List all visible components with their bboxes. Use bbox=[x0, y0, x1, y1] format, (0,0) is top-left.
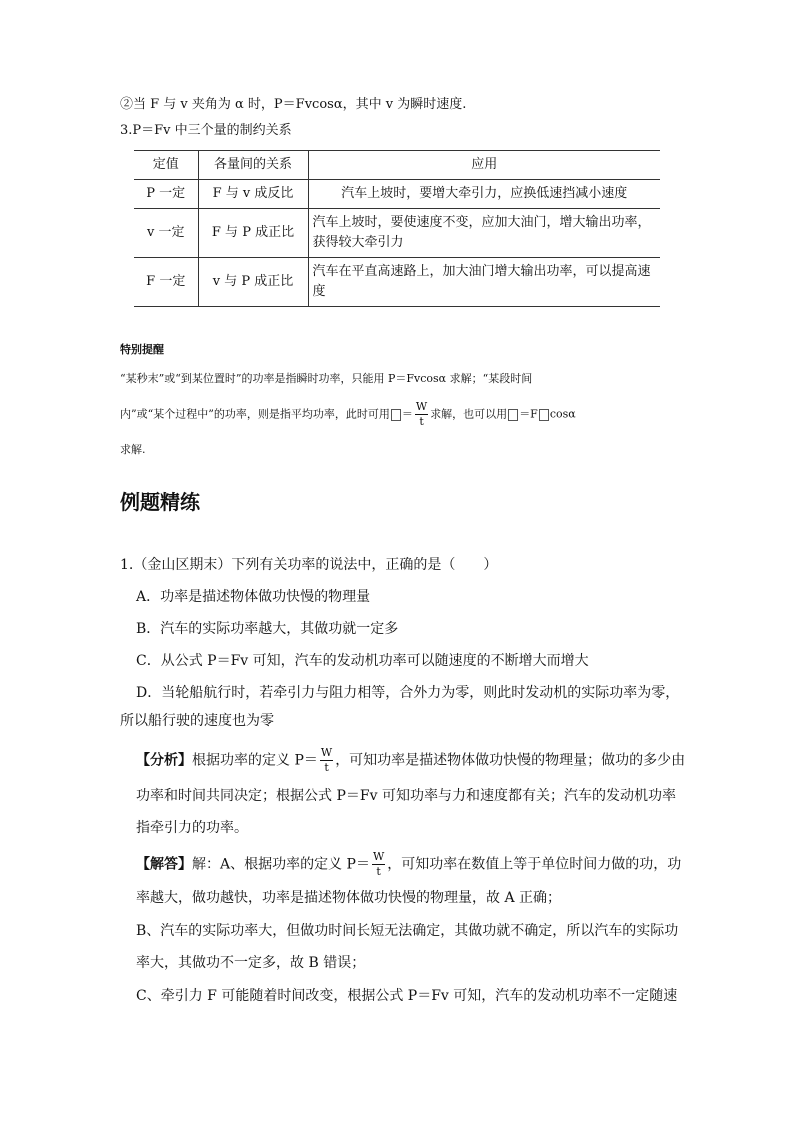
box-placeholder-icon bbox=[539, 409, 549, 421]
fraction-w-over-t: $\frac{W}{t}$ bbox=[415, 400, 428, 428]
option-c: C．从公式 P＝Fv 可知，汽车的发动机功率可以随速度的不断增大而增大 bbox=[136, 653, 589, 669]
option-d-continued: 所以船行驶的速度也为零 bbox=[120, 713, 274, 729]
section-title: 例题精练 bbox=[120, 490, 200, 514]
option-b: B．汽车的实际功率越大，其做功就一定多 bbox=[136, 621, 399, 637]
answer-label: 【解答】 bbox=[136, 856, 192, 873]
option-a: A．功率是描述物体做功快慢的物理量 bbox=[136, 589, 371, 605]
table-row bbox=[134, 209, 660, 258]
fraction-w-over-t: $\frac{W}{t}$ bbox=[372, 850, 385, 878]
answer-line-5: C、牵引力 F 可能随着时间改变，根据公式 P＝Fv 可知，汽车的发动机功率不一定随速 bbox=[136, 988, 678, 1004]
table-row bbox=[134, 258, 660, 307]
table-cell: 汽车上坡时，要增大牵引力，应换低速挡减小速度 bbox=[308, 180, 660, 209]
analysis-line-1: 【分析】根据功率的定义 P＝ $\frac{W}{t}$ ，可知功率是描述物体做功快慢的物理量；做功的多少由 bbox=[136, 746, 686, 774]
table-cell: 汽车上坡时，要使速度不变，应加大油门，增大输出功率，获得较大牵引力 bbox=[308, 209, 660, 258]
answer-line-2: 率越大，做功越快，功率是描述物体做功快慢的物理量，故 A 正确； bbox=[136, 890, 562, 906]
table-cell: P 一定 bbox=[134, 180, 198, 209]
intro-line-2: ②当 F 与 v 夹角为 α 时，P＝Fvcosα，其中 v 为瞬时速度. bbox=[120, 97, 467, 112]
note-title: 特别提醒 bbox=[120, 343, 164, 356]
intro-line-3: 3.P＝Fv 中三个量的制约关系 bbox=[120, 123, 292, 138]
note-line-1: “某秒末”或“到某位置时”的功率是指瞬时功率，只能用 P＝Fvcosα 求解；“某段时间 bbox=[120, 372, 533, 385]
answer-line-3: B、汽车的实际功率大，但做功时间长短无法确定，其做功就不确定，所以汽车的实际功 bbox=[136, 923, 679, 939]
analysis-line-3: 指牵引力的功率。 bbox=[136, 820, 248, 836]
table-header-row bbox=[134, 151, 660, 180]
table-header-cell: 定值 bbox=[134, 151, 198, 180]
table-cell: F 与 P 成正比 bbox=[198, 209, 308, 258]
table-cell: F 与 v 成反比 bbox=[198, 180, 308, 209]
box-placeholder-icon bbox=[508, 409, 518, 421]
table-cell: v 一定 bbox=[134, 209, 198, 258]
table-header-cell: 应用 bbox=[308, 151, 660, 180]
analysis-label: 【分析】 bbox=[136, 752, 192, 769]
answer-line-4: 率大，其做功不一定多，故 B 错误； bbox=[136, 955, 366, 971]
table-cell: v 与 P 成正比 bbox=[198, 258, 308, 307]
box-placeholder-icon bbox=[391, 409, 401, 421]
table-row bbox=[134, 180, 660, 209]
table-cell: 汽车在平直高速路上，加大油门增大输出功率，可以提高速度 bbox=[308, 258, 660, 307]
option-d: D．当轮船航行时，若牵引力与阻力相等，合外力为零，则此时发动机的实际功率为零， bbox=[136, 685, 680, 701]
relation-table bbox=[134, 150, 660, 307]
table-cell: F 一定 bbox=[134, 258, 198, 307]
note-line-2: 内”或“某个过程中”的功率，则是指平均功率，此时可用 ＝ $\frac{W}{t}$ 求解，也可以用 ＝F cosα bbox=[120, 400, 576, 428]
analysis-line-2: 功率和时间共同决定；根据公式 P＝Fv 可知功率与力和速度都有关；汽车的发动机功率 bbox=[136, 788, 676, 804]
question-stem: 1.（金山区期末）下列有关功率的说法中，正确的是（ ） bbox=[120, 557, 498, 573]
fraction-w-over-t: $\frac{W}{t}$ bbox=[320, 746, 333, 774]
note-line-3: 求解. bbox=[120, 443, 146, 456]
table-header-cell: 各量间的关系 bbox=[198, 151, 308, 180]
answer-line-1: 【解答】解：A、根据功率的定义 P＝ $\frac{W}{t}$ ，可知功率在数值上等于单位时间力做的功，功 bbox=[136, 850, 682, 878]
